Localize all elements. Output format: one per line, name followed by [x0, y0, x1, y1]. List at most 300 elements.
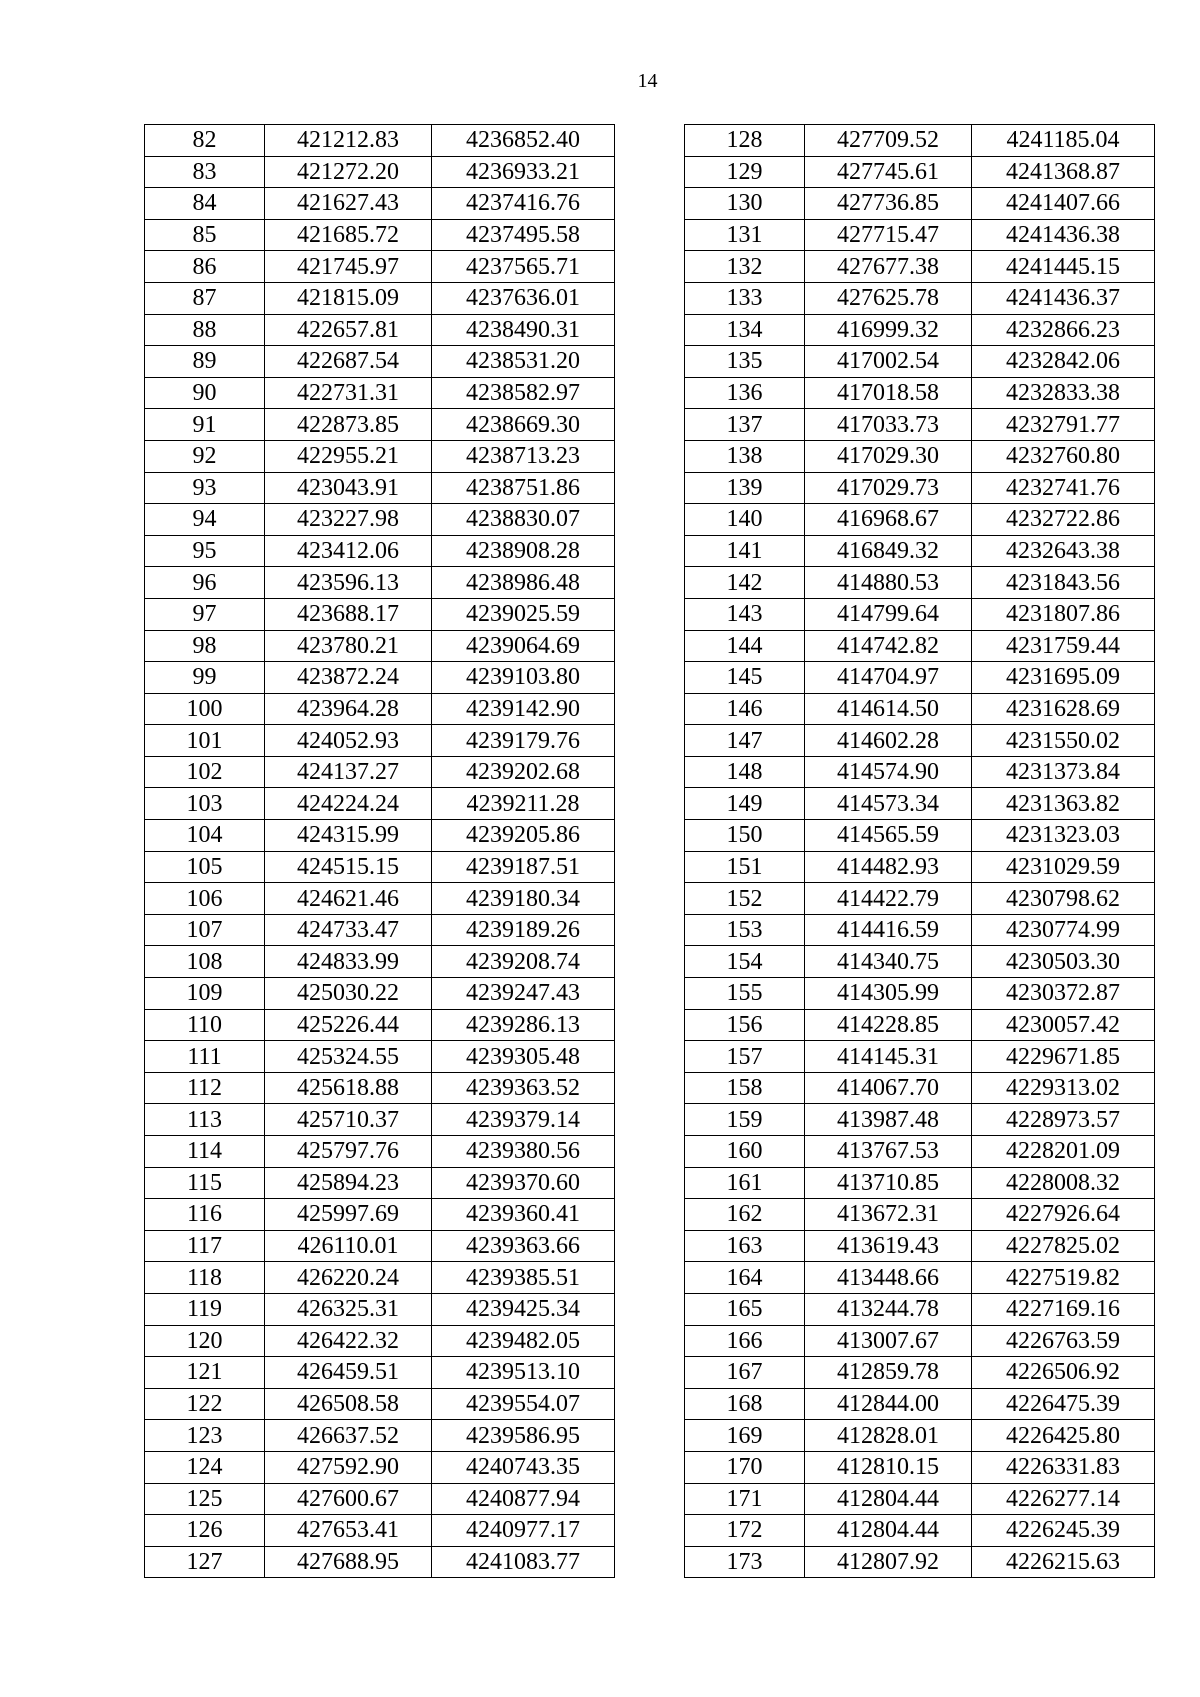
y-coordinate-cell: 4228008.32	[972, 1167, 1155, 1199]
y-coordinate-cell: 4241368.87	[972, 156, 1155, 188]
x-coordinate-cell: 427745.61	[805, 156, 972, 188]
point-number-cell: 112	[145, 1072, 265, 1104]
table-row	[685, 1483, 1155, 1515]
point-number-cell: 100	[145, 693, 265, 725]
table-row	[685, 1230, 1155, 1262]
y-coordinate-cell: 4239586.95	[432, 1420, 615, 1452]
table-row	[145, 1136, 615, 1168]
table-row	[145, 346, 615, 378]
x-coordinate-cell: 412859.78	[805, 1357, 972, 1389]
y-coordinate-cell: 4232643.38	[972, 535, 1155, 567]
x-coordinate-cell: 424733.47	[265, 914, 432, 946]
table-row	[685, 883, 1155, 915]
table-row	[685, 1388, 1155, 1420]
y-coordinate-cell: 4239425.34	[432, 1293, 615, 1325]
y-coordinate-cell: 4228201.09	[972, 1136, 1155, 1168]
y-coordinate-cell: 4231759.44	[972, 630, 1155, 662]
point-number-cell: 110	[145, 1009, 265, 1041]
x-coordinate-cell: 422873.85	[265, 409, 432, 441]
x-coordinate-cell: 414145.31	[805, 1041, 972, 1073]
x-coordinate-cell: 423688.17	[265, 598, 432, 630]
x-coordinate-cell: 425997.69	[265, 1199, 432, 1231]
table-row	[145, 1072, 615, 1104]
x-coordinate-cell: 413244.78	[805, 1293, 972, 1325]
x-coordinate-cell: 425618.88	[265, 1072, 432, 1104]
point-number-cell: 103	[145, 788, 265, 820]
table-row	[145, 693, 615, 725]
x-coordinate-cell: 425030.22	[265, 978, 432, 1010]
y-coordinate-cell: 4239187.51	[432, 851, 615, 883]
x-coordinate-cell: 424621.46	[265, 883, 432, 915]
point-number-cell: 134	[685, 314, 805, 346]
x-coordinate-cell: 424052.93	[265, 725, 432, 757]
table-row	[145, 788, 615, 820]
point-number-cell: 156	[685, 1009, 805, 1041]
x-coordinate-cell: 414340.75	[805, 946, 972, 978]
x-coordinate-cell: 412828.01	[805, 1420, 972, 1452]
point-number-cell: 144	[685, 630, 805, 662]
y-coordinate-cell: 4239286.13	[432, 1009, 615, 1041]
point-number-cell: 136	[685, 377, 805, 409]
table-row	[145, 1041, 615, 1073]
point-number-cell: 123	[145, 1420, 265, 1452]
y-coordinate-cell: 4226215.63	[972, 1546, 1155, 1578]
x-coordinate-cell: 427592.90	[265, 1451, 432, 1483]
point-number-cell: 98	[145, 630, 265, 662]
table-row	[145, 156, 615, 188]
table-row	[145, 630, 615, 662]
x-coordinate-cell: 414482.93	[805, 851, 972, 883]
point-number-cell: 89	[145, 346, 265, 378]
point-number-cell: 114	[145, 1136, 265, 1168]
x-coordinate-cell: 414067.70	[805, 1072, 972, 1104]
table-row	[685, 440, 1155, 472]
coordinate-table-left-body	[145, 125, 615, 1578]
x-coordinate-cell: 417029.73	[805, 472, 972, 504]
table-row	[145, 282, 615, 314]
point-number-cell: 171	[685, 1483, 805, 1515]
point-number-cell: 95	[145, 535, 265, 567]
table-row	[685, 914, 1155, 946]
table-row	[685, 1041, 1155, 1073]
table-row	[145, 1230, 615, 1262]
point-number-cell: 172	[685, 1515, 805, 1547]
y-coordinate-cell: 4232760.80	[972, 440, 1155, 472]
x-coordinate-cell: 421627.43	[265, 188, 432, 220]
table-row	[685, 504, 1155, 536]
y-coordinate-cell: 4238830.07	[432, 504, 615, 536]
x-coordinate-cell: 414565.59	[805, 820, 972, 852]
y-coordinate-cell: 4226763.59	[972, 1325, 1155, 1357]
y-coordinate-cell: 4240743.35	[432, 1451, 615, 1483]
y-coordinate-cell: 4239380.56	[432, 1136, 615, 1168]
y-coordinate-cell: 4240877.94	[432, 1483, 615, 1515]
point-number-cell: 116	[145, 1199, 265, 1231]
y-coordinate-cell: 4231323.03	[972, 820, 1155, 852]
x-coordinate-cell: 427715.47	[805, 219, 972, 251]
point-number-cell: 94	[145, 504, 265, 536]
point-number-cell: 125	[145, 1483, 265, 1515]
point-number-cell: 96	[145, 567, 265, 599]
point-number-cell: 107	[145, 914, 265, 946]
table-row	[145, 946, 615, 978]
point-number-cell: 121	[145, 1357, 265, 1389]
y-coordinate-cell: 4238531.20	[432, 346, 615, 378]
y-coordinate-cell: 4241407.66	[972, 188, 1155, 220]
y-coordinate-cell: 4236852.40	[432, 125, 615, 157]
point-number-cell: 127	[145, 1546, 265, 1578]
point-number-cell: 165	[685, 1293, 805, 1325]
x-coordinate-cell: 423872.24	[265, 662, 432, 694]
x-coordinate-cell: 426637.52	[265, 1420, 432, 1452]
point-number-cell: 99	[145, 662, 265, 694]
x-coordinate-cell: 417029.30	[805, 440, 972, 472]
table-row	[145, 756, 615, 788]
y-coordinate-cell: 4239513.10	[432, 1357, 615, 1389]
point-number-cell: 84	[145, 188, 265, 220]
x-coordinate-cell: 414602.28	[805, 725, 972, 757]
table-row	[145, 1483, 615, 1515]
y-coordinate-cell: 4231029.59	[972, 851, 1155, 883]
x-coordinate-cell: 413007.67	[805, 1325, 972, 1357]
table-row	[145, 314, 615, 346]
table-row	[685, 188, 1155, 220]
y-coordinate-cell: 4237565.71	[432, 251, 615, 283]
x-coordinate-cell: 414228.85	[805, 1009, 972, 1041]
x-coordinate-cell: 423964.28	[265, 693, 432, 725]
x-coordinate-cell: 427688.95	[265, 1546, 432, 1578]
y-coordinate-cell: 4239205.86	[432, 820, 615, 852]
point-number-cell: 169	[685, 1420, 805, 1452]
y-coordinate-cell: 4227519.82	[972, 1262, 1155, 1294]
table-row	[145, 188, 615, 220]
y-coordinate-cell: 4236933.21	[432, 156, 615, 188]
y-coordinate-cell: 4231363.82	[972, 788, 1155, 820]
y-coordinate-cell: 4238751.86	[432, 472, 615, 504]
y-coordinate-cell: 4239363.66	[432, 1230, 615, 1262]
x-coordinate-cell: 412844.00	[805, 1388, 972, 1420]
y-coordinate-cell: 4231843.56	[972, 567, 1155, 599]
x-coordinate-cell: 424137.27	[265, 756, 432, 788]
table-row	[685, 978, 1155, 1010]
y-coordinate-cell: 4226331.83	[972, 1451, 1155, 1483]
point-number-cell: 166	[685, 1325, 805, 1357]
table-row	[685, 1515, 1155, 1547]
y-coordinate-cell: 4239385.51	[432, 1262, 615, 1294]
table-row	[145, 851, 615, 883]
x-coordinate-cell: 414880.53	[805, 567, 972, 599]
point-number-cell: 160	[685, 1136, 805, 1168]
point-number-cell: 115	[145, 1167, 265, 1199]
y-coordinate-cell: 4227169.16	[972, 1293, 1155, 1325]
x-coordinate-cell: 426220.24	[265, 1262, 432, 1294]
table-row	[685, 946, 1155, 978]
x-coordinate-cell: 412810.15	[805, 1451, 972, 1483]
y-coordinate-cell: 4239189.26	[432, 914, 615, 946]
point-number-cell: 167	[685, 1357, 805, 1389]
point-number-cell: 120	[145, 1325, 265, 1357]
table-row	[685, 756, 1155, 788]
y-coordinate-cell: 4237495.58	[432, 219, 615, 251]
x-coordinate-cell: 425797.76	[265, 1136, 432, 1168]
point-number-cell: 126	[145, 1515, 265, 1547]
table-row	[145, 1262, 615, 1294]
table-row	[145, 883, 615, 915]
y-coordinate-cell: 4237636.01	[432, 282, 615, 314]
y-coordinate-cell: 4226506.92	[972, 1357, 1155, 1389]
table-row	[145, 504, 615, 536]
point-number-cell: 90	[145, 377, 265, 409]
x-coordinate-cell: 423043.91	[265, 472, 432, 504]
x-coordinate-cell: 424515.15	[265, 851, 432, 883]
table-row	[685, 1325, 1155, 1357]
table-row	[685, 219, 1155, 251]
point-number-cell: 124	[145, 1451, 265, 1483]
point-number-cell: 139	[685, 472, 805, 504]
table-row	[145, 440, 615, 472]
point-number-cell: 143	[685, 598, 805, 630]
y-coordinate-cell: 4231550.02	[972, 725, 1155, 757]
point-number-cell: 85	[145, 219, 265, 251]
point-number-cell: 104	[145, 820, 265, 852]
point-number-cell: 151	[685, 851, 805, 883]
x-coordinate-cell: 421272.20	[265, 156, 432, 188]
y-coordinate-cell: 4229313.02	[972, 1072, 1155, 1104]
point-number-cell: 91	[145, 409, 265, 441]
point-number-cell: 113	[145, 1104, 265, 1136]
point-number-cell: 170	[685, 1451, 805, 1483]
x-coordinate-cell: 412804.44	[805, 1483, 972, 1515]
table-row	[145, 409, 615, 441]
table-row	[685, 1104, 1155, 1136]
point-number-cell: 106	[145, 883, 265, 915]
y-coordinate-cell: 4237416.76	[432, 188, 615, 220]
y-coordinate-cell: 4226475.39	[972, 1388, 1155, 1420]
point-number-cell: 128	[685, 125, 805, 157]
y-coordinate-cell: 4239363.52	[432, 1072, 615, 1104]
point-number-cell: 83	[145, 156, 265, 188]
point-number-cell: 157	[685, 1041, 805, 1073]
x-coordinate-cell: 422731.31	[265, 377, 432, 409]
x-coordinate-cell: 413710.85	[805, 1167, 972, 1199]
point-number-cell: 101	[145, 725, 265, 757]
y-coordinate-cell: 4232842.06	[972, 346, 1155, 378]
x-coordinate-cell: 423412.06	[265, 535, 432, 567]
x-coordinate-cell: 427709.52	[805, 125, 972, 157]
point-number-cell: 152	[685, 883, 805, 915]
point-number-cell: 164	[685, 1262, 805, 1294]
x-coordinate-cell: 416849.32	[805, 535, 972, 567]
y-coordinate-cell: 4239247.43	[432, 978, 615, 1010]
table-row	[685, 567, 1155, 599]
point-number-cell: 150	[685, 820, 805, 852]
x-coordinate-cell: 414614.50	[805, 693, 972, 725]
y-coordinate-cell: 4238669.30	[432, 409, 615, 441]
point-number-cell: 153	[685, 914, 805, 946]
x-coordinate-cell: 414574.90	[805, 756, 972, 788]
point-number-cell: 140	[685, 504, 805, 536]
table-row	[685, 725, 1155, 757]
x-coordinate-cell: 426459.51	[265, 1357, 432, 1389]
point-number-cell: 148	[685, 756, 805, 788]
table-row	[685, 1357, 1155, 1389]
x-coordinate-cell: 427600.67	[265, 1483, 432, 1515]
point-number-cell: 147	[685, 725, 805, 757]
x-coordinate-cell: 421212.83	[265, 125, 432, 157]
table-row	[145, 1388, 615, 1420]
table-row	[685, 851, 1155, 883]
y-coordinate-cell: 4231695.09	[972, 662, 1155, 694]
point-number-cell: 102	[145, 756, 265, 788]
point-number-cell: 88	[145, 314, 265, 346]
y-coordinate-cell: 4239554.07	[432, 1388, 615, 1420]
y-coordinate-cell: 4239305.48	[432, 1041, 615, 1073]
y-coordinate-cell: 4238908.28	[432, 535, 615, 567]
table-row	[145, 219, 615, 251]
point-number-cell: 149	[685, 788, 805, 820]
x-coordinate-cell: 413448.66	[805, 1262, 972, 1294]
x-coordinate-cell: 414799.64	[805, 598, 972, 630]
y-coordinate-cell: 4232722.86	[972, 504, 1155, 536]
point-number-cell: 108	[145, 946, 265, 978]
table-row	[685, 377, 1155, 409]
x-coordinate-cell: 417018.58	[805, 377, 972, 409]
y-coordinate-cell: 4239370.60	[432, 1167, 615, 1199]
point-number-cell: 168	[685, 1388, 805, 1420]
table-row	[685, 346, 1155, 378]
point-number-cell: 92	[145, 440, 265, 472]
x-coordinate-cell: 414305.99	[805, 978, 972, 1010]
point-number-cell: 161	[685, 1167, 805, 1199]
y-coordinate-cell: 4239482.05	[432, 1325, 615, 1357]
point-number-cell: 122	[145, 1388, 265, 1420]
table-row	[145, 598, 615, 630]
table-row	[685, 598, 1155, 630]
y-coordinate-cell: 4229671.85	[972, 1041, 1155, 1073]
y-coordinate-cell: 4239064.69	[432, 630, 615, 662]
table-row	[145, 1515, 615, 1547]
y-coordinate-cell: 4238986.48	[432, 567, 615, 599]
point-number-cell: 142	[685, 567, 805, 599]
x-coordinate-cell: 421745.97	[265, 251, 432, 283]
point-number-cell: 129	[685, 156, 805, 188]
point-number-cell: 159	[685, 1104, 805, 1136]
point-number-cell: 87	[145, 282, 265, 314]
point-number-cell: 105	[145, 851, 265, 883]
table-row	[145, 914, 615, 946]
coordinate-table-left	[144, 124, 615, 1578]
x-coordinate-cell: 425226.44	[265, 1009, 432, 1041]
table-row	[145, 1199, 615, 1231]
x-coordinate-cell: 425894.23	[265, 1167, 432, 1199]
table-row	[685, 1072, 1155, 1104]
x-coordinate-cell: 424315.99	[265, 820, 432, 852]
table-row	[145, 251, 615, 283]
y-coordinate-cell: 4230372.87	[972, 978, 1155, 1010]
y-coordinate-cell: 4239025.59	[432, 598, 615, 630]
x-coordinate-cell: 423780.21	[265, 630, 432, 662]
point-number-cell: 111	[145, 1041, 265, 1073]
table-row	[145, 820, 615, 852]
coordinate-table-right	[684, 124, 1155, 1578]
point-number-cell: 173	[685, 1546, 805, 1578]
y-coordinate-cell: 4238490.31	[432, 314, 615, 346]
y-coordinate-cell: 4241185.04	[972, 125, 1155, 157]
y-coordinate-cell: 4239360.41	[432, 1199, 615, 1231]
point-number-cell: 135	[685, 346, 805, 378]
table-row	[685, 535, 1155, 567]
point-number-cell: 141	[685, 535, 805, 567]
y-coordinate-cell: 4241445.15	[972, 251, 1155, 283]
y-coordinate-cell: 4241436.37	[972, 282, 1155, 314]
y-coordinate-cell: 4239379.14	[432, 1104, 615, 1136]
x-coordinate-cell: 423227.98	[265, 504, 432, 536]
point-number-cell: 162	[685, 1199, 805, 1231]
table-row	[685, 1546, 1155, 1578]
table-row	[685, 1262, 1155, 1294]
table-row	[145, 1104, 615, 1136]
table-row	[685, 788, 1155, 820]
x-coordinate-cell: 426110.01	[265, 1230, 432, 1262]
table-row	[145, 1009, 615, 1041]
y-coordinate-cell: 4226277.14	[972, 1483, 1155, 1515]
table-row	[685, 662, 1155, 694]
point-number-cell: 158	[685, 1072, 805, 1104]
x-coordinate-cell: 425710.37	[265, 1104, 432, 1136]
y-coordinate-cell: 4232866.23	[972, 314, 1155, 346]
x-coordinate-cell: 422955.21	[265, 440, 432, 472]
x-coordinate-cell: 414416.59	[805, 914, 972, 946]
y-coordinate-cell: 4230798.62	[972, 883, 1155, 915]
table-row	[685, 282, 1155, 314]
table-row	[685, 314, 1155, 346]
point-number-cell: 131	[685, 219, 805, 251]
y-coordinate-cell: 4226425.80	[972, 1420, 1155, 1452]
x-coordinate-cell: 424224.24	[265, 788, 432, 820]
point-number-cell: 146	[685, 693, 805, 725]
table-row	[685, 820, 1155, 852]
point-number-cell: 130	[685, 188, 805, 220]
x-coordinate-cell: 416968.67	[805, 504, 972, 536]
y-coordinate-cell: 4228973.57	[972, 1104, 1155, 1136]
point-number-cell: 154	[685, 946, 805, 978]
x-coordinate-cell: 422687.54	[265, 346, 432, 378]
point-number-cell: 137	[685, 409, 805, 441]
table-row	[145, 567, 615, 599]
point-number-cell: 119	[145, 1293, 265, 1325]
x-coordinate-cell: 423596.13	[265, 567, 432, 599]
point-number-cell: 155	[685, 978, 805, 1010]
point-number-cell: 93	[145, 472, 265, 504]
x-coordinate-cell: 424833.99	[265, 946, 432, 978]
y-coordinate-cell: 4239208.74	[432, 946, 615, 978]
point-number-cell: 145	[685, 662, 805, 694]
x-coordinate-cell: 421815.09	[265, 282, 432, 314]
y-coordinate-cell: 4239180.34	[432, 883, 615, 915]
x-coordinate-cell: 413767.53	[805, 1136, 972, 1168]
y-coordinate-cell: 4231807.86	[972, 598, 1155, 630]
point-number-cell: 109	[145, 978, 265, 1010]
table-row	[685, 251, 1155, 283]
table-row	[685, 125, 1155, 157]
x-coordinate-cell: 413987.48	[805, 1104, 972, 1136]
x-coordinate-cell: 426422.32	[265, 1325, 432, 1357]
table-row	[145, 725, 615, 757]
table-row	[685, 156, 1155, 188]
y-coordinate-cell: 4239179.76	[432, 725, 615, 757]
table-row	[685, 1167, 1155, 1199]
y-coordinate-cell: 4239202.68	[432, 756, 615, 788]
